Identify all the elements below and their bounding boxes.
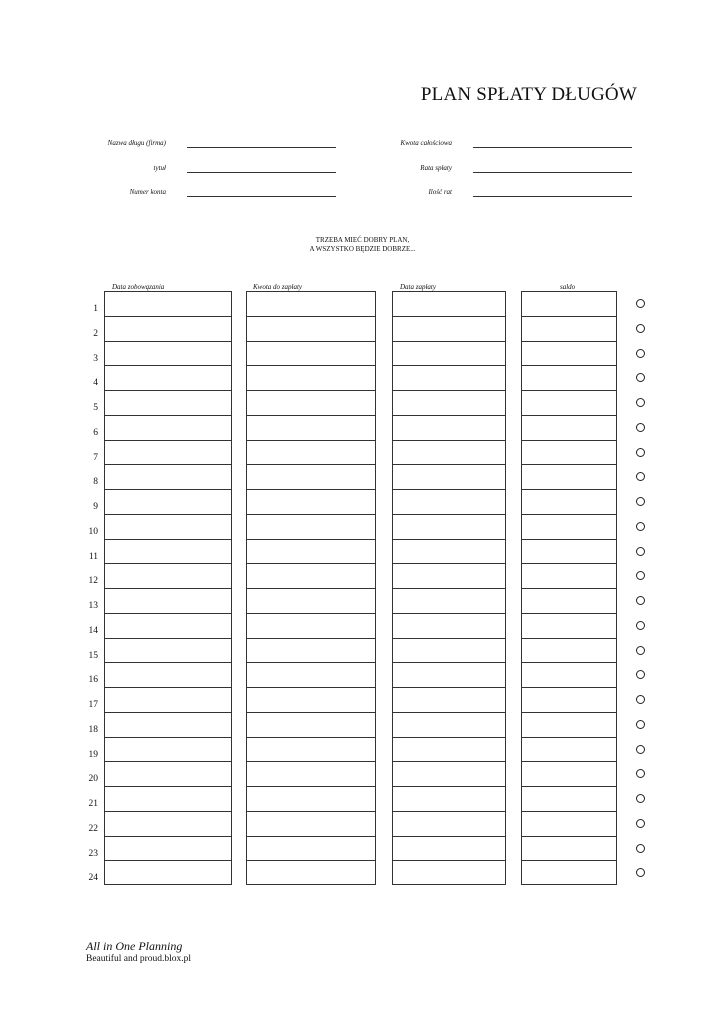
check-circle-icon[interactable] [636, 769, 645, 778]
table-cell[interactable] [105, 317, 231, 342]
row-number: 16 [88, 675, 98, 686]
table-cell[interactable] [105, 391, 231, 416]
check-circle-icon[interactable] [636, 720, 645, 729]
field-label-account-number: Numer konta [129, 188, 166, 196]
table-cell[interactable] [247, 762, 375, 787]
table-cell[interactable] [105, 540, 231, 565]
check-circle-icon[interactable] [636, 621, 645, 630]
table-cell[interactable] [393, 515, 505, 540]
field-label-total-amount: Kwota całościowa [400, 139, 452, 147]
table-cell[interactable] [393, 738, 505, 763]
page-title: PLAN SPŁATY DŁUGÓW [420, 84, 637, 105]
row-number: 11 [88, 551, 98, 562]
table-cell[interactable] [247, 540, 375, 565]
column-header-amount-due: Kwota do zapłaty [253, 283, 303, 291]
row-number: 17 [88, 700, 98, 710]
table-cell[interactable] [105, 812, 231, 837]
table-cell[interactable] [247, 465, 375, 490]
table-cell[interactable] [522, 639, 616, 664]
table-cell[interactable] [522, 366, 616, 391]
column-balance [521, 291, 617, 885]
table-cell[interactable] [105, 639, 231, 664]
table-cell[interactable] [393, 317, 505, 342]
table-cell[interactable] [393, 861, 505, 886]
column-header-obligation-date: Data zobowązania [112, 283, 165, 291]
table-cell[interactable] [393, 663, 505, 688]
table-cell[interactable] [105, 441, 231, 466]
check-circle-icon[interactable] [636, 324, 645, 333]
row-number: 18 [88, 724, 98, 735]
table-cell[interactable] [393, 465, 505, 490]
field-line-account-number[interactable] [187, 196, 336, 197]
table-cell[interactable] [247, 416, 375, 441]
table-cell[interactable] [105, 416, 231, 441]
table-cell[interactable] [105, 762, 231, 787]
table-cell[interactable] [105, 515, 231, 540]
table-cell[interactable] [393, 787, 505, 812]
table-cell[interactable] [105, 342, 231, 367]
field-label-installment-count: Ilość rat [428, 188, 452, 196]
table-cell[interactable] [522, 564, 616, 589]
table-cell[interactable] [247, 490, 375, 515]
check-circle-icon[interactable] [636, 571, 645, 580]
table-cell[interactable] [393, 713, 505, 738]
check-circle-icon[interactable] [636, 670, 645, 679]
check-circle-icon[interactable] [636, 844, 645, 853]
row-number: 15 [88, 650, 98, 661]
column-obligation-date [104, 291, 232, 885]
table-cell[interactable] [105, 292, 231, 317]
table-cell[interactable] [105, 614, 231, 639]
table-cell[interactable] [522, 614, 616, 639]
check-circle-icon[interactable] [636, 299, 645, 308]
table-cell[interactable] [105, 787, 231, 812]
check-circle-icon[interactable] [636, 423, 645, 432]
table-cell[interactable] [105, 465, 231, 490]
table-cell[interactable] [247, 614, 375, 639]
row-number: 6 [93, 427, 98, 438]
table-cell[interactable] [247, 292, 375, 317]
table-cell[interactable] [522, 391, 616, 416]
row-number: 19 [88, 749, 98, 760]
row-number: 3 [93, 353, 98, 364]
table-cell[interactable] [522, 292, 616, 317]
check-circle-icon[interactable] [636, 745, 645, 754]
field-line-debt-name[interactable] [187, 147, 336, 148]
table-cell[interactable] [105, 738, 231, 763]
table-cell[interactable] [105, 837, 231, 862]
row-number: 14 [88, 625, 98, 636]
table-cell[interactable] [247, 317, 375, 342]
table-cell[interactable] [393, 589, 505, 614]
check-circle-icon[interactable] [636, 547, 645, 556]
table-cell[interactable] [522, 589, 616, 614]
table-cell[interactable] [247, 342, 375, 367]
row-number: 10 [88, 526, 98, 537]
table-cell[interactable] [522, 738, 616, 763]
field-label-title: tytuł [153, 164, 166, 172]
table-cell[interactable] [522, 861, 616, 886]
table-cell[interactable] [522, 688, 616, 713]
field-label-installment: Rata spłaty [420, 164, 452, 172]
check-circle-icon[interactable] [636, 695, 645, 704]
table-cell[interactable] [247, 639, 375, 664]
table-cell[interactable] [247, 441, 375, 466]
table-cell[interactable] [393, 688, 505, 713]
table-cell[interactable] [105, 490, 231, 515]
check-circle-icon[interactable] [636, 646, 645, 655]
column-header-balance: saldo [560, 283, 576, 291]
row-number: 8 [93, 477, 98, 488]
motto [0, 236, 725, 254]
table-cell[interactable] [247, 861, 375, 886]
check-circle-icon[interactable] [636, 794, 645, 803]
table-cell[interactable] [247, 515, 375, 540]
table-cell[interactable] [393, 441, 505, 466]
table-cell[interactable] [105, 713, 231, 738]
table-cell[interactable] [105, 688, 231, 713]
table-cell[interactable] [393, 292, 505, 317]
check-circle-icon[interactable] [636, 522, 645, 531]
table-cell[interactable] [247, 663, 375, 688]
row-number: 23 [88, 848, 98, 859]
table-cell[interactable] [105, 366, 231, 391]
table-cell[interactable] [247, 564, 375, 589]
check-circle-icon[interactable] [636, 398, 645, 407]
motto-line-2: A WSZYSTKO BĘDZIE DOBRZE... [309, 245, 416, 253]
table-cell[interactable] [393, 812, 505, 837]
table-cell[interactable] [247, 837, 375, 862]
check-circle-icon[interactable] [636, 373, 645, 382]
table-cell[interactable] [522, 317, 616, 342]
table-cell[interactable] [522, 515, 616, 540]
check-circle-icon[interactable] [636, 448, 645, 457]
table-cell[interactable] [522, 490, 616, 515]
table-cell[interactable] [393, 366, 505, 391]
row-number: 12 [88, 576, 98, 587]
column-header-payment-date: Data zapłaty [400, 283, 436, 291]
table-cell[interactable] [522, 540, 616, 565]
row-number: 21 [88, 799, 98, 809]
field-line-installment[interactable] [473, 172, 632, 173]
table-cell[interactable] [522, 416, 616, 441]
row-number: 22 [88, 823, 98, 834]
table-cell[interactable] [522, 787, 616, 812]
field-line-total-amount[interactable] [473, 147, 632, 148]
table-cell[interactable] [522, 713, 616, 738]
table-cell[interactable] [522, 812, 616, 837]
check-circle-icon[interactable] [636, 868, 645, 877]
table-cell[interactable] [393, 416, 505, 441]
brand-subtitle: Beautiful and proud.blox.pl [86, 954, 192, 964]
row-number: 7 [93, 452, 98, 463]
row-number: 13 [88, 601, 98, 611]
table-cell[interactable] [393, 614, 505, 639]
table-cell[interactable] [247, 589, 375, 614]
table-cell[interactable] [105, 861, 231, 886]
row-number: 2 [93, 328, 98, 339]
table-cell[interactable] [522, 837, 616, 862]
table-cell[interactable] [393, 490, 505, 515]
row-number: 24 [88, 873, 98, 884]
table-cell[interactable] [522, 441, 616, 466]
check-circle-icon[interactable] [636, 349, 645, 358]
table-cell[interactable] [247, 812, 375, 837]
row-number: 9 [93, 502, 98, 512]
table-cell[interactable] [522, 762, 616, 787]
table-cell[interactable] [393, 564, 505, 589]
table-cell[interactable] [247, 738, 375, 763]
table-cell[interactable] [393, 639, 505, 664]
motto-line-1: TRZEBA MIEĆ DOBRY PLAN, [315, 236, 410, 244]
brand-name: All in One Planning [86, 939, 183, 953]
column-payment-date [392, 291, 506, 885]
table-cell[interactable] [105, 589, 231, 614]
row-number: 5 [93, 403, 98, 413]
table-cell[interactable] [522, 342, 616, 367]
row-number: 20 [88, 774, 98, 785]
check-circle-icon[interactable] [636, 596, 645, 605]
row-number: 1 [93, 304, 98, 314]
field-line-installment-count[interactable] [473, 196, 632, 197]
table-cell[interactable] [393, 391, 505, 416]
field-label-debt-name: Nazwa długu (firma) [107, 139, 166, 147]
table-cell[interactable] [393, 762, 505, 787]
table-cell[interactable] [247, 787, 375, 812]
table-cell[interactable] [393, 837, 505, 862]
field-line-title[interactable] [187, 172, 336, 173]
column-amount-due [246, 291, 376, 885]
table-cell[interactable] [393, 540, 505, 565]
check-circle-icon[interactable] [636, 497, 645, 506]
table-cell[interactable] [393, 342, 505, 367]
table-cell[interactable] [247, 688, 375, 713]
table-cell[interactable] [105, 564, 231, 589]
table-cell[interactable] [522, 465, 616, 490]
table-cell[interactable] [247, 391, 375, 416]
row-number: 4 [93, 378, 98, 389]
check-circle-icon[interactable] [636, 819, 645, 828]
check-circle-icon[interactable] [636, 472, 645, 481]
table-cell[interactable] [105, 663, 231, 688]
table-cell[interactable] [522, 663, 616, 688]
table-cell[interactable] [247, 366, 375, 391]
table-cell[interactable] [247, 713, 375, 738]
